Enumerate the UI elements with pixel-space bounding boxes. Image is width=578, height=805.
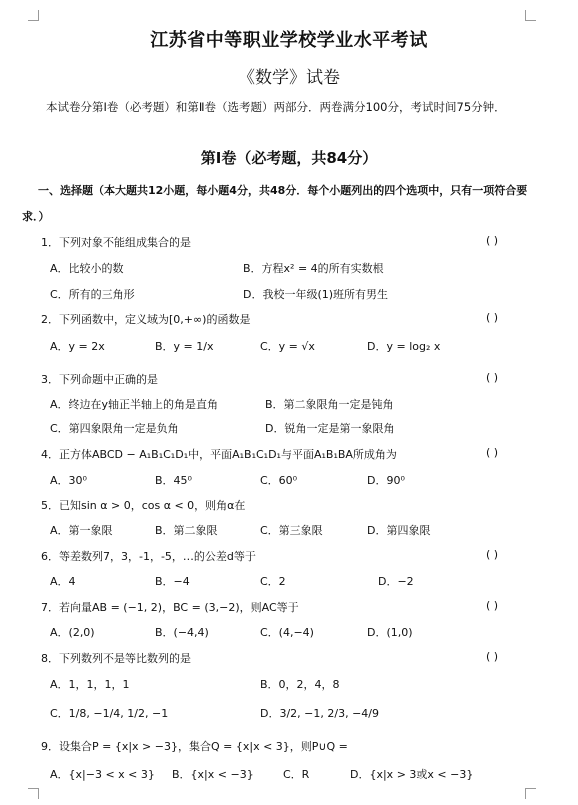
question-8-stem: 8．下列数列不是等比数列的是	[41, 652, 191, 665]
q9-option-c: C．R	[283, 768, 310, 781]
crop-mark-top-right	[525, 10, 536, 21]
q2-option-c: C．y = √x	[260, 340, 315, 353]
question-3-stem: 3．下列命题中正确的是	[41, 373, 158, 386]
crop-mark-bottom-right	[525, 788, 536, 799]
exam-intro: 本试卷分第Ⅰ卷（必考题）和第Ⅱ卷（选考题）两部分．两卷满分100分，考试时间75分钟．	[46, 100, 506, 114]
q7-option-b: B．(−4,4)	[155, 626, 209, 639]
section-title: 第Ⅰ卷（必考题，共84分）	[200, 149, 378, 167]
q8-option-d: D．3/2, −1, 2/3, −4/9	[260, 707, 379, 720]
answer-blank-8: ( )	[486, 650, 499, 663]
q9-option-d: D．{x|x > 3或x < −3}	[350, 768, 474, 781]
q7-option-d: D．(1,0)	[367, 626, 413, 639]
answer-blank-4: ( )	[486, 446, 499, 459]
answer-blank-6: ( )	[486, 548, 499, 561]
answer-blank-2: ( )	[486, 311, 499, 324]
question-5-stem: 5．已知sin α > 0，cos α < 0，则角α在	[41, 499, 246, 512]
question-9-stem: 9．设集合P = {x|x > −3}，集合Q = {x|x < 3}，则P∪Q =	[41, 740, 348, 753]
exam-subtitle: 《数学》试卷	[238, 68, 340, 88]
q8-option-b: B．0，2，4，8	[260, 678, 340, 691]
q8-option-c: C．1/8, −1/4, 1/2, −1	[50, 707, 169, 720]
q1-option-d: D．我校一年级(1)班所有男生	[243, 288, 389, 301]
question-7-stem: 7．若向量AB = (−1, 2)，BC = (3,−2)，则AC等于	[41, 601, 299, 614]
q3-option-d: D．锐角一定是第一象限角	[265, 422, 395, 435]
question-6-stem: 6．等差数列7，3，-1，-5，…的公差d等于	[41, 550, 256, 563]
q6-option-d: D．−2	[378, 575, 414, 588]
q6-option-c: C．2	[260, 575, 286, 588]
question-1-stem: 1．下列对象不能组成集合的是	[41, 236, 191, 249]
q7-option-c: C．(4,−4)	[260, 626, 314, 639]
q1-option-b: B．方程x² = 4的所有实数根	[243, 262, 384, 275]
exam-title: 江苏省中等职业学校学业水平考试	[150, 30, 428, 51]
question-4-stem: 4．正方体ABCD − A₁B₁C₁D₁中，平面A₁B₁C₁D₁与平面A₁B₁BA所成角为	[41, 448, 397, 461]
part-title: 一、选择题（本大题共12小题，每小题4分，共48分．每个小题列出的四个选项中，只有一项符合要求．）	[22, 184, 528, 223]
q5-option-b: B．第二象限	[155, 524, 218, 537]
q4-option-c: C．60⁰	[260, 474, 298, 487]
q2-option-a: A．y = 2x	[50, 340, 105, 353]
q9-option-a: A．{x|−3 < x < 3}	[50, 768, 155, 781]
q5-option-c: C．第三象限	[260, 524, 323, 537]
q4-option-d: D．90⁰	[367, 474, 405, 487]
q6-option-b: B．−4	[155, 575, 190, 588]
question-2-stem: 2．下列函数中，定义域为[0,+∞)的函数是	[41, 313, 251, 326]
q4-option-b: B．45⁰	[155, 474, 192, 487]
q7-option-a: A．(2,0)	[50, 626, 95, 639]
q5-option-d: D．第四象限	[367, 524, 431, 537]
crop-mark-bottom-left	[28, 788, 39, 799]
q2-option-d: D．y = log₂ x	[367, 340, 441, 353]
q1-option-a: A．比较小的数	[50, 262, 124, 275]
q6-option-a: A．4	[50, 575, 76, 588]
answer-blank-3: ( )	[486, 371, 499, 384]
q3-option-c: C．第四象限角一定是负角	[50, 422, 179, 435]
q8-option-a: A．1，1，1，1	[50, 678, 130, 691]
q1-option-c: C．所有的三角形	[50, 288, 135, 301]
q4-option-a: A．30⁰	[50, 474, 87, 487]
answer-blank-7: ( )	[486, 599, 499, 612]
answer-blank-1: ( )	[486, 234, 499, 247]
q2-option-b: B．y = 1/x	[155, 340, 214, 353]
q3-option-a: A．终边在y轴正半轴上的角是直角	[50, 398, 219, 411]
q5-option-a: A．第一象限	[50, 524, 113, 537]
crop-mark-top-left	[28, 10, 39, 21]
q3-option-b: B．第二象限角一定是钝角	[265, 398, 394, 411]
q9-option-b: B．{x|x < −3}	[172, 768, 254, 781]
